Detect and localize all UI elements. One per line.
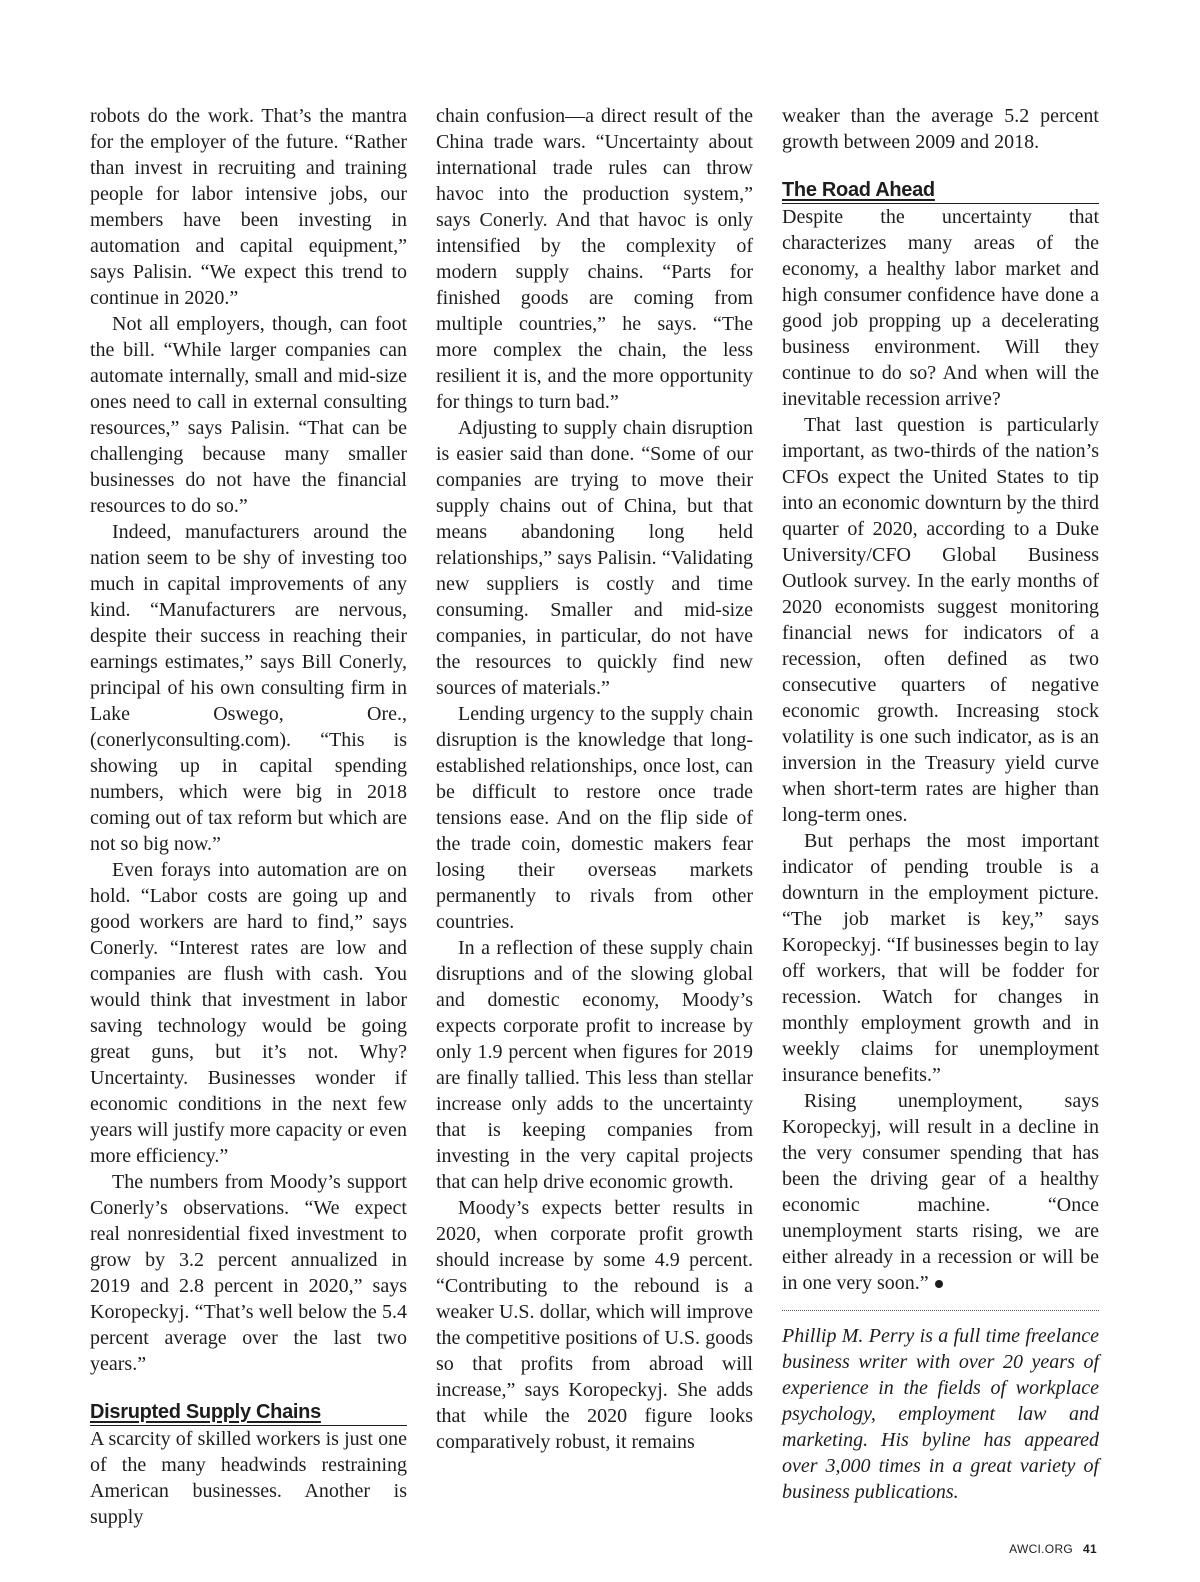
article-column-1 — [90, 103, 407, 1530]
paragraph: But perhaps the most important indicator of pending trouble is a downturn in the employment picture. “The job market is key,” says Koropeckyj. “If businesses begin to lay off workers, that will be fodder for recession. Watch for changes in monthly employment growth and in weekly claims for unemployment insurance benefits.” — [782, 830, 1099, 1086]
paragraph: That last question is particularly important, as two-thirds of the nation’s CFOs expect the United States to tip into an economic downturn by the third quarter of 2020, according to a Duke University/CFO Global Business Outlook survey. In the early months of 2020 economists suggest monitoring financial news for indicators of a recession, often defined as two consecutive quarters of negative economic growth. Increasing stock volatility is one such indicator, as is an inversion in the Treasury yield curve when short-term rates are higher than long-term ones. — [782, 414, 1099, 826]
paragraph: In a reflection of these supply chain disruptions and of the slowing global and domestic economy, Moody’s expects corporate profit to increase by only 1.9 percent when figures for 2019 are finally tallied. This less than stellar increase only adds to the uncertainty that is keeping companies from investing in the very capital projects that can help drive economic growth. — [436, 937, 753, 1193]
footer-site-url: AWCI.ORG — [1009, 1542, 1074, 1556]
paragraph: A scarcity of skilled workers is just one of the many headwinds restraining American businesses. Another is supply — [90, 1428, 407, 1528]
paragraph: Indeed, manufacturers around the nation seem to be shy of investing too much in capital improvements of any kind. “Manufacturers are nervous, despite their success in reaching their earnings estimates,” says Bill Conerly, principal of his own consulting firm in Lake Oswego, Ore., (conerlyconsulting.com). “This is showing up in capital spending numbers, which were big in 2018 coming out of tax reform but which are not so big now.” — [90, 521, 407, 855]
paragraph-text: Rising unemployment, says Koropeckyj, will result in a decline in the very consumer spending that has been the driving gear of a healthy economic machine. “Once unemployment starts rising, we are either already in a recession or will be in one very soon.” — [782, 1090, 1099, 1294]
dotted-divider — [782, 1310, 1099, 1311]
section-heading-disrupted-supply-chains: Disrupted Supply Chains — [90, 1400, 407, 1426]
paragraph: weaker than the average 5.2 percent growth between 2009 and 2018. — [782, 105, 1099, 153]
paragraph: robots do the work. That’s the mantra for the employer of the future. “Rather than invest in recruiting and training people for labor intensive jobs, our members have been investing in automation and capital equipment,” says Palisin. “We expect this trend to continue in 2020.” — [90, 105, 407, 309]
paragraph: chain confusion—a direct result of the China trade wars. “Uncertainty about international trade rules can throw havoc into the production system,” says Conerly. And that havoc is only intensified by the complexity of modern supply chains. “Parts for finished goods are coming from multiple countries,” he says. “The more complex the chain, the less resilient it is, and the more opportunity for things to turn bad.” — [436, 105, 753, 413]
article-column-2 — [436, 103, 753, 1455]
paragraph: Adjusting to supply chain disruption is easier said than done. “Some of our companies are trying to move their supply chains out of China, but that means abandoning long held relationships,” says Palisin. “Validating new suppliers is costly and time consuming. Smaller and mid-size companies, in particular, do not have the resources to quickly find new sources of materials.” — [436, 417, 753, 699]
paragraph: Not all employers, though, can foot the bill. “While larger companies can automate internally, small and mid-size ones need to call in external consulting resources,” says Palisin. “That can be challenging because many smaller businesses do not have the financial resources to do so.” — [90, 313, 407, 517]
author-bio: Phillip M. Perry is a full time freelance business writer with over 20 years of experience in the fields of workplace psychology, employment law and marketing. His byline has appeared over 3,000 times in a great variety of business publications. — [782, 1325, 1099, 1503]
article-column-3 — [782, 103, 1099, 1505]
paragraph-final — [782, 1088, 1099, 1296]
paragraph: Despite the uncertainty that characterizes many areas of the economy, a healthy labor market and high consumer confidence have done a good job propping up a decelerating business environment. Will they continue to do so? And when will the inevitable recession arrive? — [782, 206, 1099, 410]
paragraph: Moody’s expects better results in 2020, when corporate profit growth should increase by some 4.9 percent. “Contributing to the rebound is a weaker U.S. dollar, which will improve the competitive positions of U.S. goods so that profits from abroad will increase,” says Koropeckyj. She adds that while the 2020 figure looks comparatively robust, it remains — [436, 1197, 753, 1453]
end-of-article-bullet-icon — [935, 1280, 943, 1288]
section-heading-road-ahead: The Road Ahead — [782, 178, 1099, 204]
paragraph: Lending urgency to the supply chain disruption is the knowledge that long-established relationships, once lost, can be difficult to restore once trade tensions ease. And on the flip side of the trade coin, domestic makers fear losing their overseas markets permanently to rivals from other countries. — [436, 703, 753, 933]
page-number: 41 — [1083, 1542, 1097, 1556]
paragraph: The numbers from Moody’s support Conerly’s observations. “We expect real nonresidential fixed investment to grow by 3.2 percent annualized in 2019 and 2.8 percent in 2020,” says Koropeckyj. “That’s well below the 5.4 percent average over the last two years.” — [90, 1171, 407, 1375]
page-footer — [1009, 1542, 1097, 1556]
paragraph: Even forays into automation are on hold. “Labor costs are going up and good workers are hard to find,” says Conerly. “Interest rates are low and companies are flush with cash. You would think that investment in labor saving technology would be going great guns, but it’s not. Why? Uncertainty. Businesses wonder if economic conditions in the next few years will justify more capacity or even more efficiency.” — [90, 859, 407, 1167]
